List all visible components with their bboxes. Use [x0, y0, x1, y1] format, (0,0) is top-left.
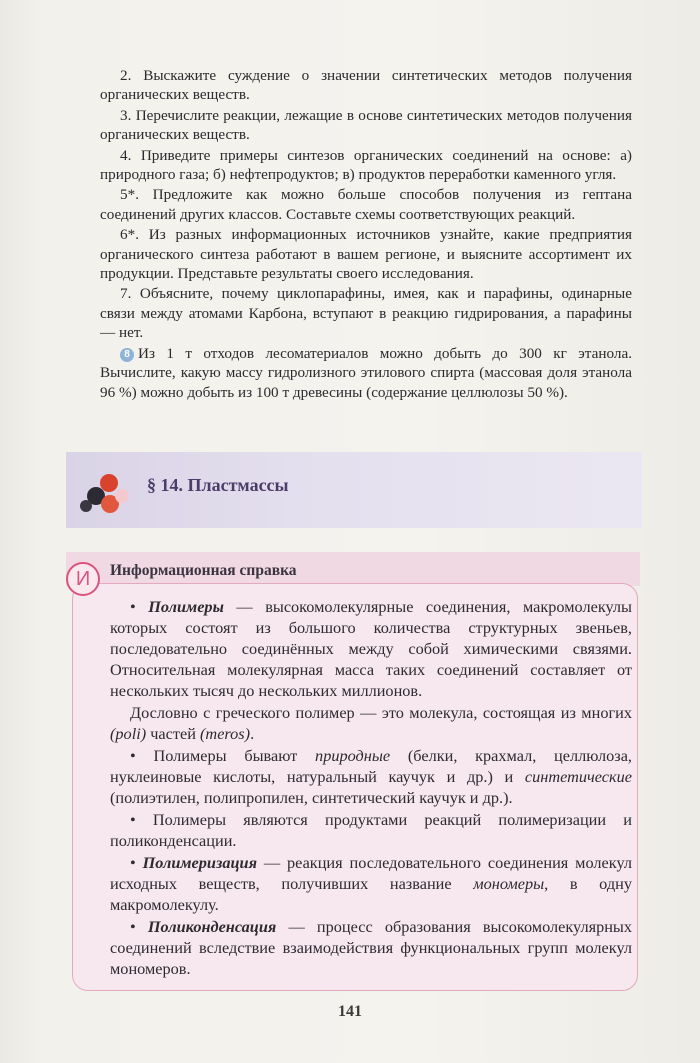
page-number: 141	[338, 1003, 362, 1020]
info-paragraph-types: • Полимеры бывают природные (белки, крахмал, целлюлоза, нуклеиновые кислоты, натуральный каучук и др.) и синтетические (полиэтилен, полипропилен, синтетический каучук и др.).	[110, 746, 632, 807]
question-4: 4. Приведите примеры синтезов органических соединений на основе: а) природного газа; б) нефтепродуктов; в) продуктов переработки каменного угля.	[100, 146, 632, 184]
question-8	[100, 344, 632, 402]
question-7: 7. Объясните, почему циклопарафины, имея, как и парафины, одинарные связи между атомами Карбона, вступают в реакцию гидрирования, а парафины — нет.	[100, 285, 632, 342]
term-polymerization: Полимеризация	[142, 853, 257, 872]
question-5: 5*. Предложите как можно больше способов получения из гептана соединений других классов. Составьте схемы соответствующих реакций.	[100, 186, 632, 223]
info-text	[110, 596, 632, 979]
info-paragraph-polymerization: • Полимеризация — реакция последовательного соединения молекул исходных веществ, получивших название мономеры, в одну макромолекулу.	[110, 853, 632, 914]
section-title: § 14. Пластмассы	[147, 475, 289, 495]
info-paragraph-etymology: Дословно с греческого полимер — это молекула, состоящая из многих (poli) частей (meros).	[110, 703, 632, 743]
questions-list	[100, 66, 632, 403]
question-8-text: Из 1 т отходов лесоматериалов можно добыть до 300 кг этанола. Вычислите, какую массу гидролизного этилового спирта (массовая доля этанола 96 %) можно добыть из 100 т древесины (содержание целлюлозы 50 %).	[100, 344, 632, 401]
info-paragraph-polycondensation: • Поликонденсация — процесс образования высокомолекулярных соединений вследствие взаимодействия функциональных групп молекул мономеров.	[110, 917, 633, 978]
question-3: 3. Перечислите реакции, лежащие в основе синтетических методов получения органических веществ.	[100, 106, 632, 144]
info-title: Информационная справка	[110, 562, 297, 579]
question-2: 2. Выскажите суждение о значении синтетических методов получения органических веществ.	[100, 67, 632, 104]
info-letter-icon: И	[66, 562, 100, 596]
info-paragraph-products: • Полимеры являются продуктами реакций полимеризации и поликонденсации.	[110, 810, 632, 850]
term-polymers: Полимеры	[148, 597, 224, 616]
term-polycondensation: Поликонденсация	[147, 917, 277, 936]
question-6: 6*. Из разных информационных источников узнайте, какие предприятия органического синтеза работают в вашем регионе, и выясните ассортимент их продукции. Представьте результаты своего исследования.	[100, 226, 632, 283]
info-paragraph-polymers: • Полимеры — высокомолекулярные соединения, макромолекулы которых состоят из большого количества структурных звеньев, последовательно соединённых между собой химическими связями. Относительная молекулярная масса таких соединений составляет от нескольких тысяч до нескольких миллионов.	[110, 597, 632, 700]
molecule-icon	[76, 466, 136, 522]
question-8-badge-icon: 8	[120, 348, 134, 362]
